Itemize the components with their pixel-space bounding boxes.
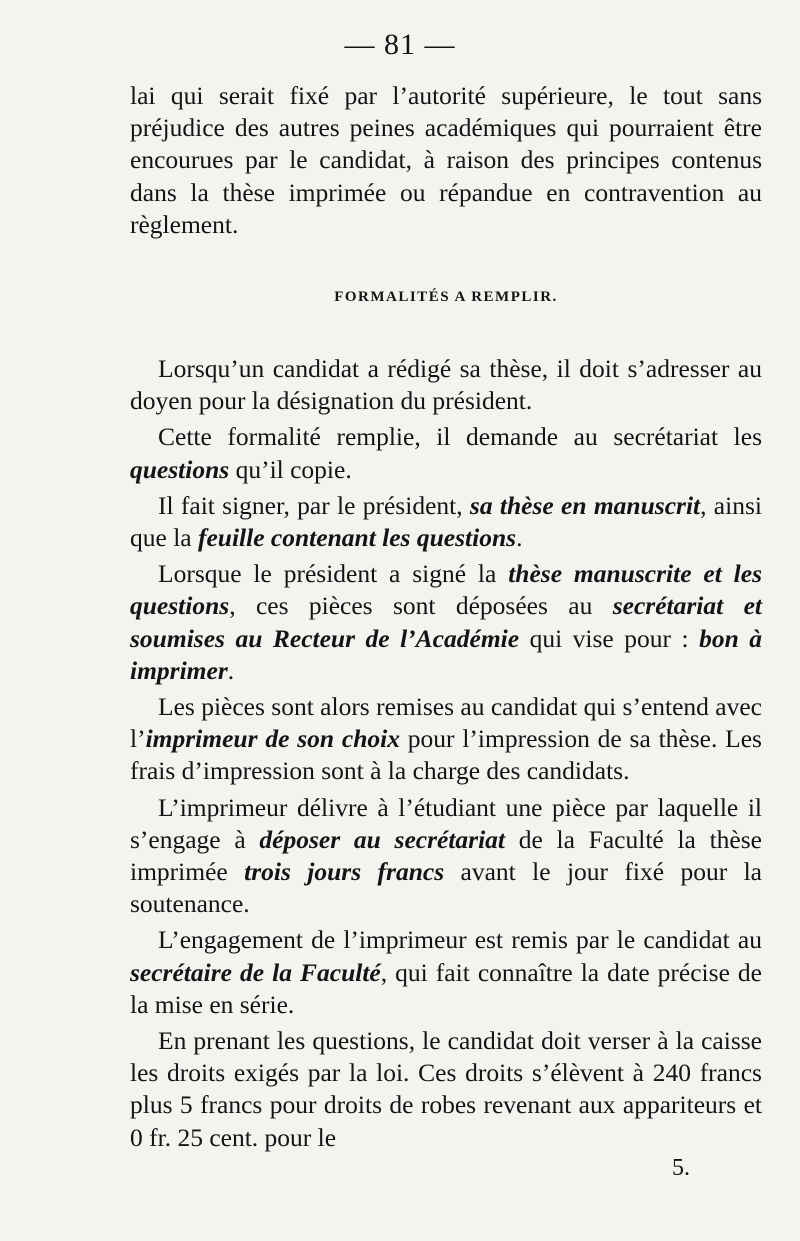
paragraph-7: L’engagement de l’imprimeur est remis par le candidat au secrétaire de la Faculté, qui fait connaître la date précise de la mise en série. (130, 925, 762, 1019)
paragraph-6: L’imprimeur délivre à l’étudiant une pièce par laquelle il s’engage à déposer au secrétariat de la Faculté la thèse imprimée trois jours francs avant le jour fixé pour la soutenance. (130, 792, 762, 919)
paragraph-1: Lorsqu’un candidat a rédigé sa thèse, il doit s’adresser au doyen pour la désignation du président. (130, 354, 762, 416)
intro-paragraph: lai qui serait fixé par l’autorité supérieure, le tout sans préjudice des autres peines académiques qui pourraient être encourues par le candidat, à raison des principes contenus dans la thèse imprimée ou répandue en contravention au règlement. (130, 81, 762, 239)
signature-mark: 5. (672, 1155, 690, 1181)
body-text (130, 80, 762, 1154)
section-title: FORMALITÉS A REMPLIR. (334, 289, 558, 306)
paragraph-4: Lorsque le président a signé la thèse manuscrite et les questions, ces pièces sont déposées au secrétariat et soumises au Recteur de l’Académie qui vise pour : bon à imprimer. (130, 559, 762, 685)
page-number: — 81 — (344, 28, 456, 61)
paragraph-5: Les pièces sont alors remises au candidat qui s’entend avec l’imprimeur de son choix pour l’impression de sa thèse. Les frais d’impression sont à la charge des candidats. (130, 692, 762, 786)
paragraph-8: En prenant les questions, le candidat doit verser à la caisse les droits exigés par la loi. Ces droits s’élèvent à 240 francs plus 5 francs pour droits de robes revenant aux appariteurs et 0 fr. 25 cent. pour le (130, 1026, 762, 1152)
paragraph-3: Il fait signer, par le président, sa thèse en manuscrit, ainsi que la feuille contenant les questions. (130, 490, 762, 553)
paragraph-2: Cette formalité remplie, il demande au secrétariat les questions qu’il copie. (130, 422, 762, 484)
